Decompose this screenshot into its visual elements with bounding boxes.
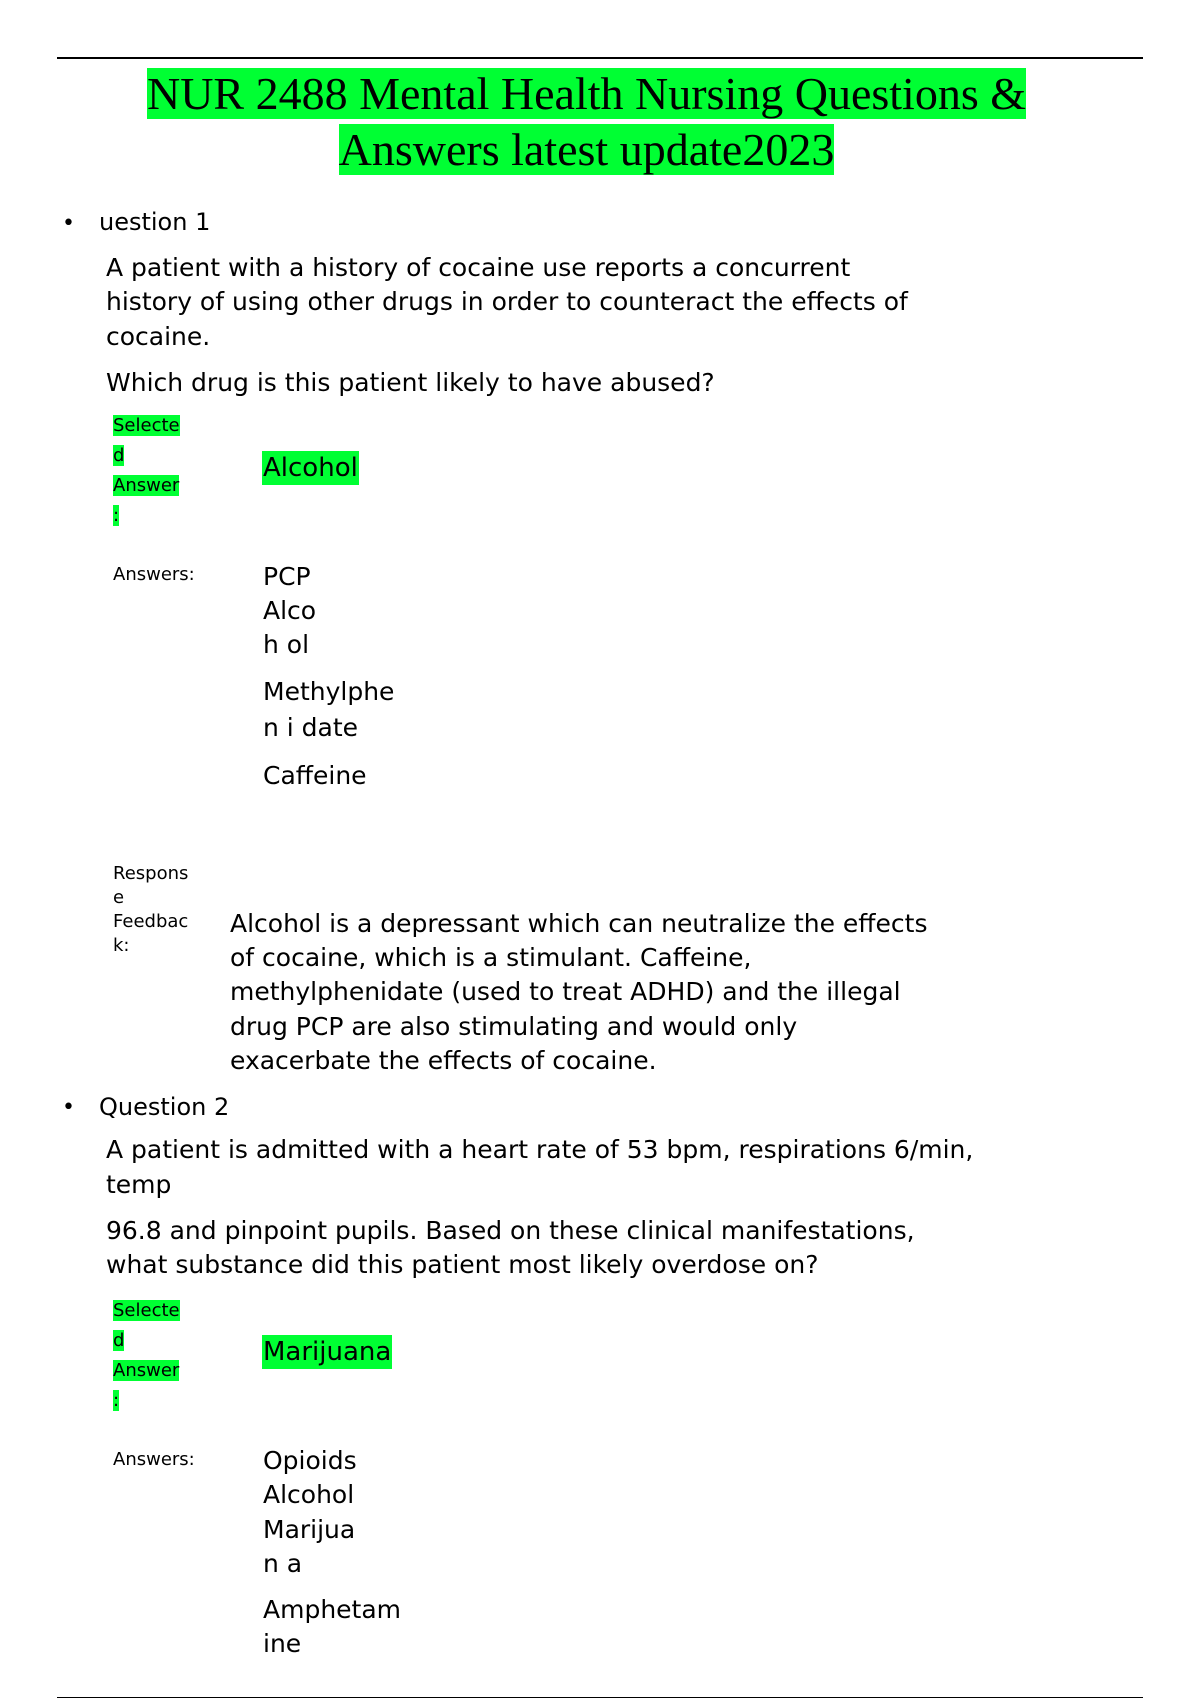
title-line-2: Answers latest update2023	[338, 124, 835, 175]
bullet-1: •	[62, 211, 75, 236]
answers-label: Answers:	[113, 564, 195, 585]
feedback-line: methylphenidate (used to treat ADHD) and the illegal	[230, 977, 901, 1006]
answer-option: h ol	[263, 630, 310, 659]
question-1-heading: uestion 1	[99, 208, 211, 236]
answer-option: n a	[263, 1549, 303, 1578]
feedback-line: drug PCP are also stimulating and would only	[230, 1012, 798, 1041]
bottom-rule	[57, 1697, 1143, 1698]
question-1-selected-answer: Alcohol	[263, 453, 358, 483]
question-2-text-line: temp	[106, 1170, 172, 1199]
response-feedback-label: Respons e Feedbac k:	[113, 863, 189, 956]
question-2-selected-answer: Marijuana	[263, 1337, 392, 1367]
top-rule	[57, 57, 1143, 59]
feedback-line: of cocaine, which is a stimulant. Caffeine,	[230, 943, 752, 972]
question-1-text-line: history of using other drugs in order to counteract the effects of	[106, 287, 908, 316]
question-2-heading: Question 2	[99, 1093, 230, 1121]
question-2-text-line: what substance did this patient most likely overdose on?	[106, 1250, 819, 1279]
question-1-text-line: A patient with a history of cocaine use reports a concurrent	[106, 253, 851, 282]
answer-option: ine	[263, 1629, 302, 1658]
page-title	[0, 66, 1173, 178]
answer-option: Marijua	[263, 1515, 356, 1544]
answer-option: Alco	[263, 596, 317, 625]
title-line-1: NUR 2488 Mental Health Nursing Questions &	[146, 68, 1027, 119]
question-2-text-line: 96.8 and pinpoint pupils. Based on these clinical manifestations,	[106, 1216, 915, 1245]
answer-option: Opioids	[263, 1446, 357, 1475]
answer-option: Methylphe	[263, 677, 395, 706]
answers-label: Answers:	[113, 1449, 195, 1470]
feedback-line: exacerbate the effects of cocaine.	[230, 1046, 657, 1075]
answer-option: PCP	[263, 562, 311, 591]
question-1-prompt: Which drug is this patient likely to have abused?	[106, 368, 715, 397]
question-2-text-line: A patient is admitted with a heart rate of 53 bpm, respirations 6/min,	[106, 1135, 974, 1164]
bullet-2: •	[62, 1095, 75, 1120]
answer-option: Caffeine	[263, 761, 367, 790]
answer-option: Amphetam	[263, 1595, 402, 1624]
answer-option: Alcohol	[263, 1480, 355, 1509]
selected-answer-label: Selecte d Answer :	[113, 1300, 180, 1411]
answer-option: n i date	[263, 713, 359, 742]
selected-answer-label: Selecte d Answer :	[113, 415, 180, 526]
feedback-line: Alcohol is a depressant which can neutralize the effects	[230, 909, 928, 938]
question-1-text-line: cocaine.	[106, 322, 211, 351]
